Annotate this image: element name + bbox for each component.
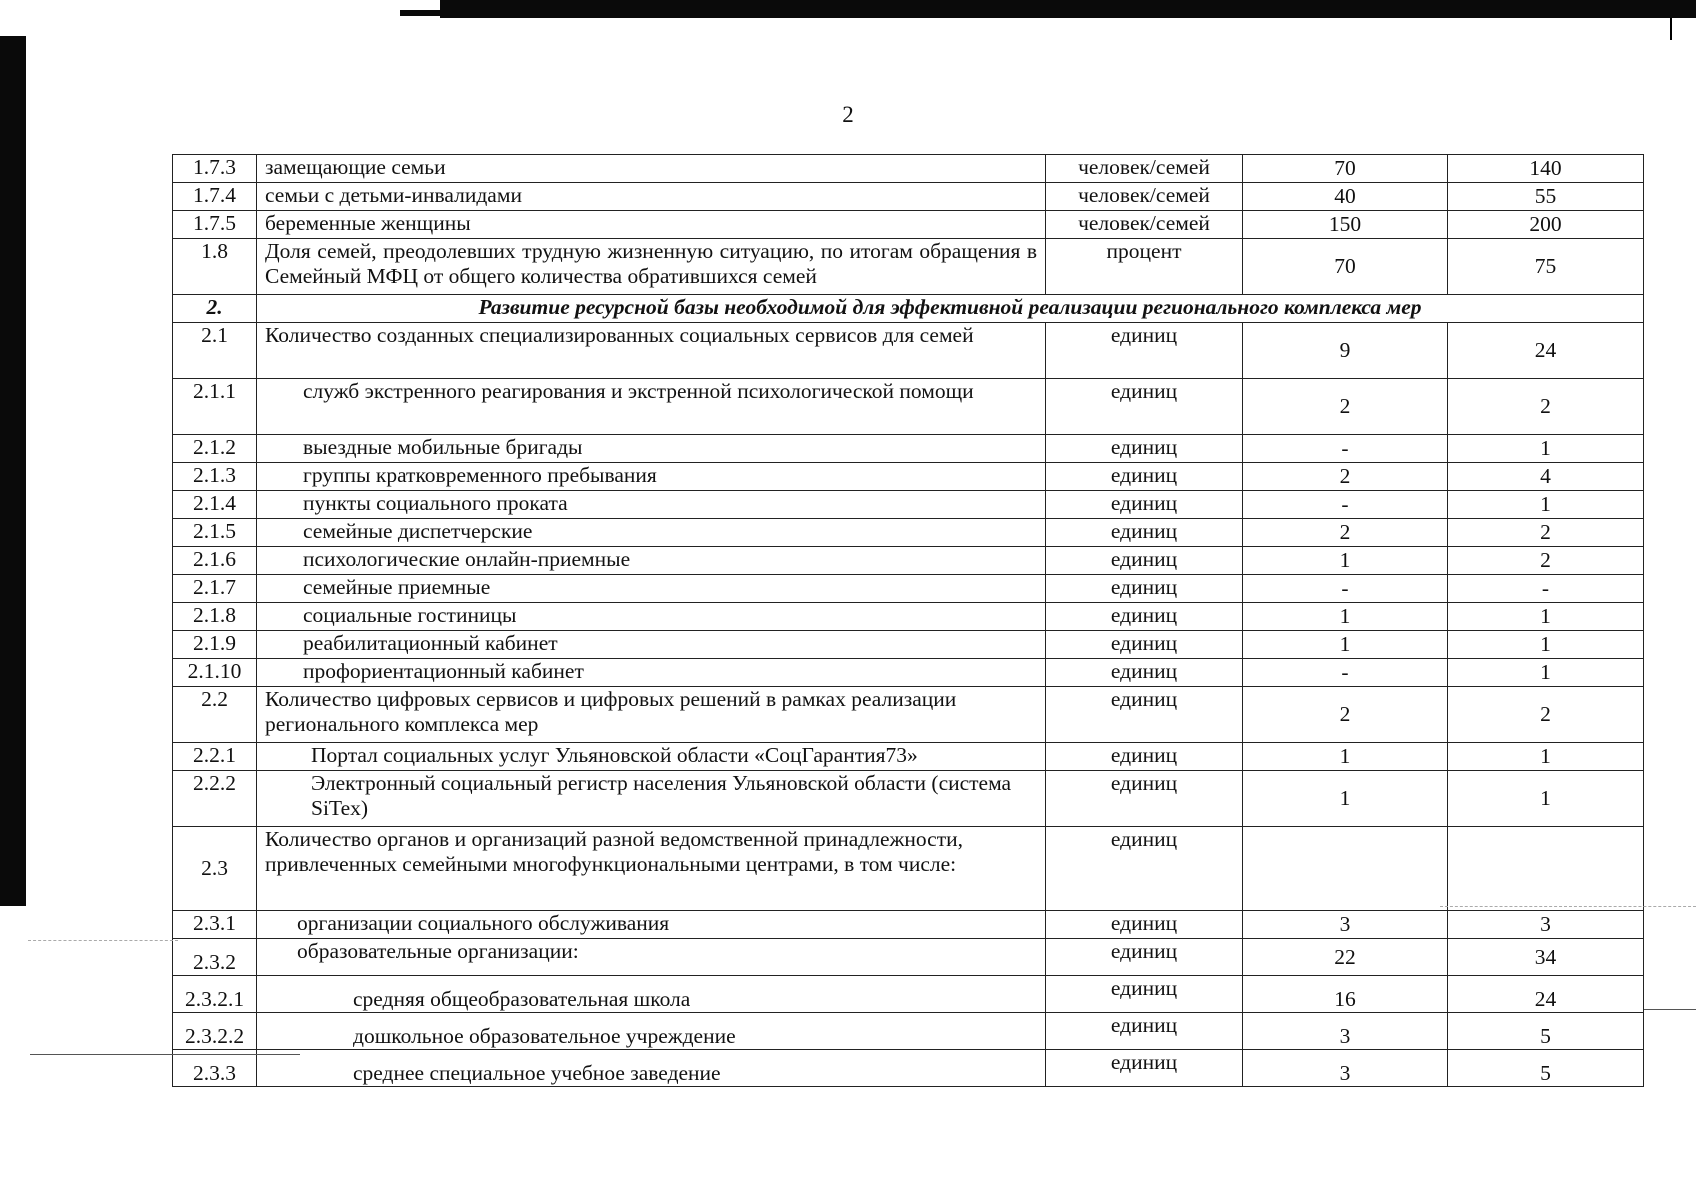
row-number: 2.1.10 [173,659,257,687]
unit: человек/семей [1046,155,1243,183]
value-1: 70 [1243,155,1448,183]
value-1: 3 [1243,1013,1448,1050]
value-2: 3 [1448,911,1644,939]
value-1: 2 [1243,379,1448,435]
value-2: 24 [1448,323,1644,379]
unit: единиц [1046,491,1243,519]
row-number: 2.3.3 [173,1050,257,1087]
indicator-name: реабилитационный кабинет [257,631,1046,659]
value-2: 140 [1448,155,1644,183]
indicator-name: социальные гостиницы [257,603,1046,631]
value-2: 1 [1448,435,1644,463]
table-row [173,771,1644,827]
page-number: 2 [842,102,854,127]
indicator-name: Количество созданных специализированных социальных сервисов для семей [257,323,1046,379]
value-1: 3 [1243,1050,1448,1087]
value-1: - [1243,659,1448,687]
row-number: 2.3.2.2 [173,1013,257,1050]
row-number: 2.1.4 [173,491,257,519]
indicator-name: организации социального обслуживания [257,911,1046,939]
value-2: 75 [1448,239,1644,295]
value-2: 2 [1448,687,1644,743]
value-2: 5 [1448,1013,1644,1050]
value-2: 1 [1448,603,1644,631]
table-row [173,491,1644,519]
table-row [173,323,1644,379]
row-number: 2.1 [173,323,257,379]
row-number: 2.1.9 [173,631,257,659]
unit: единиц [1046,687,1243,743]
unit: единиц [1046,1013,1243,1050]
indicator-name: Портал социальных услуг Ульяновской области «СоцГарантия73» [257,743,1046,771]
scan-artifact-line [1440,906,1696,907]
value-2: 1 [1448,659,1644,687]
row-number: 2.1.7 [173,575,257,603]
indicator-name: выездные мобильные бригады [257,435,1046,463]
value-2: 4 [1448,463,1644,491]
value-2: 2 [1448,547,1644,575]
indicator-name: служб экстренного реагирования и экстренной психологической помощи [257,379,1046,435]
table-row [173,659,1644,687]
unit: единиц [1046,379,1243,435]
table-row [173,631,1644,659]
value-1: 1 [1243,771,1448,827]
value-1: 2 [1243,687,1448,743]
value-2: 1 [1448,771,1644,827]
indicator-name: психологические онлайн-приемные [257,547,1046,575]
value-2: 55 [1448,183,1644,211]
unit: единиц [1046,939,1243,976]
unit: единиц [1046,519,1243,547]
row-number: 2.1.3 [173,463,257,491]
indicator-name: образовательные организации: [257,939,1046,976]
row-number: 2.3.2.1 [173,976,257,1013]
value-2: 34 [1448,939,1644,976]
section-title: Развитие ресурсной базы необходимой для эффективной реализации регионального комплекса мер [257,295,1644,323]
value-1: 3 [1243,911,1448,939]
table-row [173,183,1644,211]
table-row [173,575,1644,603]
unit: единиц [1046,463,1243,491]
unit: единиц [1046,575,1243,603]
value-1: 1 [1243,603,1448,631]
indicator-name: группы кратковременного пребывания [257,463,1046,491]
value-1: 1 [1243,547,1448,575]
value-1: - [1243,435,1448,463]
value-1: 40 [1243,183,1448,211]
row-number: 1.7.4 [173,183,257,211]
indicator-name: среднее специальное учебное заведение [257,1050,1046,1087]
value-1 [1243,827,1448,911]
row-number: 1.7.3 [173,155,257,183]
row-number: 2.2 [173,687,257,743]
value-2: 1 [1448,743,1644,771]
value-2: 2 [1448,379,1644,435]
table-row [173,211,1644,239]
indicator-name: пункты социального проката [257,491,1046,519]
unit: человек/семей [1046,183,1243,211]
scan-artifact-line [30,1054,300,1055]
indicator-name: средняя общеобразовательная школа [257,976,1046,1013]
value-2: 2 [1448,519,1644,547]
row-number: 2.3.2 [173,939,257,976]
unit: единиц [1046,603,1243,631]
table-row [173,911,1644,939]
unit: единиц [1046,435,1243,463]
indicators-table [172,154,1644,1087]
indicator-name: Электронный социальный регистр населения Ульяновской области (система SiTex) [257,771,1046,827]
value-2 [1448,827,1644,911]
indicator-name: Количество цифровых сервисов и цифровых решений в рамках реализации регионального комплекса мер [257,687,1046,743]
value-1: 16 [1243,976,1448,1013]
row-number: 2.1.8 [173,603,257,631]
row-number: 2.1.5 [173,519,257,547]
value-2: 1 [1448,491,1644,519]
value-1: 1 [1243,631,1448,659]
table-row [173,463,1644,491]
table-row [173,435,1644,463]
value-1: - [1243,575,1448,603]
indicator-name: семьи с детьми-инвалидами [257,183,1046,211]
row-number: 2.1.1 [173,379,257,435]
value-1: 70 [1243,239,1448,295]
section-header-row [173,295,1644,323]
scan-artifact-line [1644,1009,1696,1010]
row-number: 2.2.2 [173,771,257,827]
unit: единиц [1046,743,1243,771]
unit: единиц [1046,911,1243,939]
unit: единиц [1046,631,1243,659]
indicator-name: Количество органов и организаций разной ведомственной принадлежности, привлеченных семейными многофункциональными центрами, в том числе: [257,827,1046,911]
scan-artifact-line [28,940,178,941]
table-row [173,1013,1644,1050]
table-row [173,547,1644,575]
unit: единиц [1046,1050,1243,1087]
value-1: 2 [1243,463,1448,491]
table-row [173,155,1644,183]
table-row [173,976,1644,1013]
value-2: - [1448,575,1644,603]
value-1: 22 [1243,939,1448,976]
table-row [173,939,1644,976]
scan-edge-left [0,36,26,906]
value-2: 200 [1448,211,1644,239]
table-row [173,743,1644,771]
indicator-name: беременные женщины [257,211,1046,239]
unit: единиц [1046,976,1243,1013]
table-row [173,1050,1644,1087]
value-1: 9 [1243,323,1448,379]
value-1: - [1243,491,1448,519]
table-row [173,239,1644,295]
row-number: 1.8 [173,239,257,295]
table-row [173,519,1644,547]
section-number: 2. [173,295,257,323]
value-1: 2 [1243,519,1448,547]
unit: процент [1046,239,1243,295]
value-2: 24 [1448,976,1644,1013]
row-number: 1.7.5 [173,211,257,239]
indicator-name: профориентационный кабинет [257,659,1046,687]
indicator-name: семейные диспетчерские [257,519,1046,547]
unit: единиц [1046,771,1243,827]
unit: единиц [1046,323,1243,379]
value-1: 1 [1243,743,1448,771]
row-number: 2.3.1 [173,911,257,939]
unit: единиц [1046,659,1243,687]
scan-edge-top [440,0,1696,18]
scan-mark [1670,18,1672,40]
indicator-name: семейные приемные [257,575,1046,603]
unit: человек/семей [1046,211,1243,239]
row-number: 2.1.6 [173,547,257,575]
value-1: 150 [1243,211,1448,239]
indicator-name: Доля семей, преодолевших трудную жизненную ситуацию, по итогам обращения в Семейный МФЦ от общего количества обратившихся семей [257,239,1046,295]
indicator-name: замещающие семьи [257,155,1046,183]
table-row [173,603,1644,631]
table-row [173,687,1644,743]
value-2: 1 [1448,631,1644,659]
unit: единиц [1046,547,1243,575]
indicator-name: дошкольное образовательное учреждение [257,1013,1046,1050]
table-row [173,827,1644,911]
row-number: 2.1.2 [173,435,257,463]
value-2: 5 [1448,1050,1644,1087]
unit: единиц [1046,827,1243,911]
row-number: 2.3 [173,827,257,911]
table-row [173,379,1644,435]
row-number: 2.2.1 [173,743,257,771]
